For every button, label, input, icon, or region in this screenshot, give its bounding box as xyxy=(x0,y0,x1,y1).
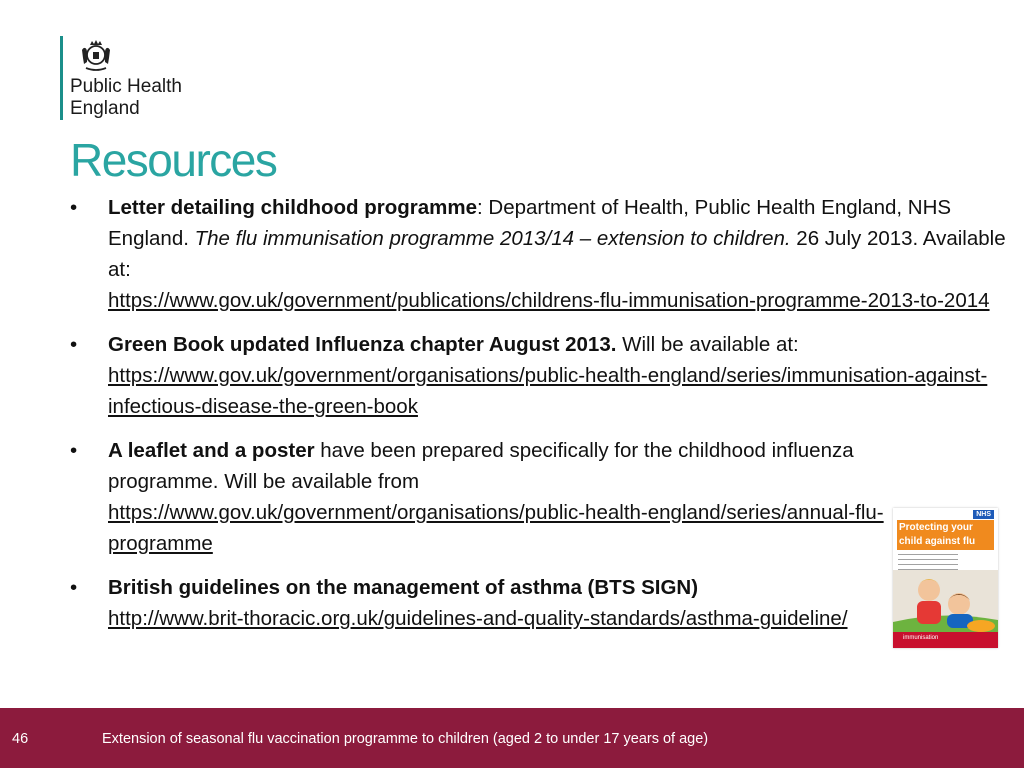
bullet-marker: • xyxy=(70,333,78,356)
resource-description: have been prepared specifically for the childhood influenza programme. Will be available from xyxy=(108,439,854,493)
resource-description-tail: 26 July 2013. Available at: xyxy=(108,227,1006,281)
royal-crest-icon xyxy=(78,36,114,72)
flu-leaflet-image xyxy=(893,508,998,648)
children-photo-icon xyxy=(893,570,998,632)
footer-bar xyxy=(0,708,1024,768)
list-item xyxy=(70,435,1010,559)
resource-list xyxy=(70,192,1010,647)
list-item-text xyxy=(108,572,1010,634)
slide-title: Resources xyxy=(70,134,277,186)
bullet-marker: • xyxy=(70,439,78,462)
resource-link[interactable]: https://www.gov.uk/government/publications/childrens-flu-immunisation-programme-2013-to-2014 xyxy=(108,289,990,312)
nhs-logo: NHS xyxy=(973,510,994,519)
resource-link[interactable]: https://www.gov.uk/government/organisations/public-health-england/series/immunisation-against-infectious-disease-the-green-book xyxy=(108,364,988,418)
resource-italic-title: The flu immunisation programme 2013/14 – extension to children. xyxy=(194,227,791,250)
resource-link[interactable]: https://www.gov.uk/government/organisations/public-health-england/series/annual-flu-programme xyxy=(108,501,884,555)
page-number: 46 xyxy=(12,731,29,747)
org-name-line2: England xyxy=(70,98,140,119)
org-name-line1: Public Health xyxy=(70,76,182,97)
resource-description: Will be available at: xyxy=(616,333,799,356)
resource-title: A leaflet and a poster xyxy=(108,439,315,462)
bullet-marker: • xyxy=(70,576,78,599)
leaflet-title: Protecting your child against flu xyxy=(899,522,976,547)
resource-title: Green Book updated Influenza chapter August 2013. xyxy=(108,333,617,356)
list-item-text xyxy=(108,192,1010,316)
list-item-text xyxy=(108,329,1010,422)
list-item xyxy=(70,572,1010,634)
logo-divider xyxy=(60,36,63,120)
list-item xyxy=(70,329,1010,422)
leaflet-footer-text: immunisation xyxy=(903,635,939,641)
org-name xyxy=(70,76,182,120)
resource-link[interactable]: http://www.brit-thoracic.org.uk/guidelines-and-quality-standards/asthma-guideline/ xyxy=(108,607,848,630)
resource-title: British guidelines on the management of asthma (BTS SIGN) xyxy=(108,576,699,599)
list-item-text xyxy=(108,435,1010,559)
bullet-marker: • xyxy=(70,196,78,219)
list-item xyxy=(70,192,1010,316)
resource-title: Letter detailing childhood programme xyxy=(108,196,478,219)
footer-text: Extension of seasonal flu vaccination programme to children (aged 2 to under 17 years of age) xyxy=(102,731,709,747)
resource-description: : Department of Health, Public Health England, NHS England. xyxy=(108,196,952,250)
